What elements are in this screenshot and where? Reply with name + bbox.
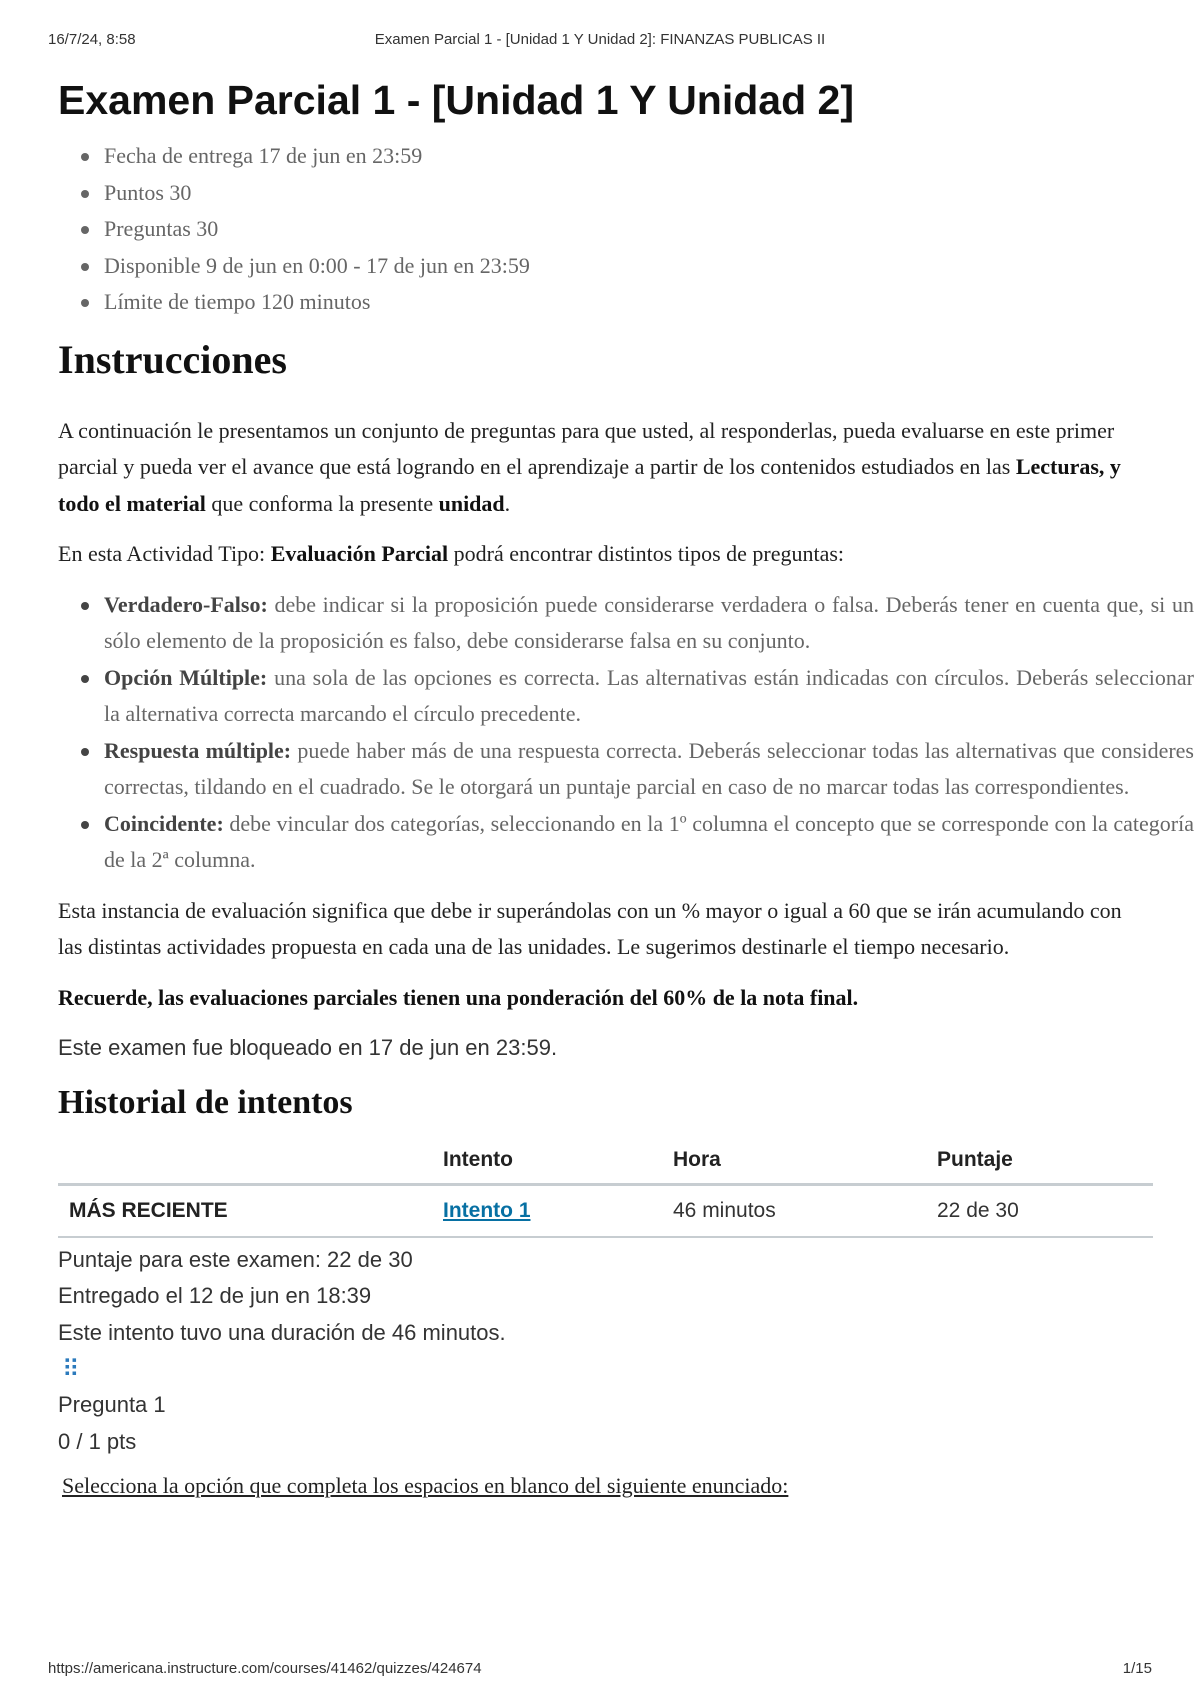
column-header-time: Hora (672, 1137, 936, 1185)
most-recent-label: MÁS RECIENTE (58, 1184, 442, 1237)
column-header-attempt: Intento (442, 1137, 672, 1185)
time-cell: 46 minutos (672, 1184, 936, 1237)
print-url: https://americana.instructure.com/courses/41462/quizzes/424674 (48, 1660, 482, 1677)
attempt-1-link[interactable]: Intento 1 (443, 1198, 531, 1222)
question-title: Pregunta 1 (58, 1392, 166, 1417)
attempt-submitted: Entregado el 12 de jun en 18:39 (58, 1283, 372, 1308)
page-number: 1/15 (1122, 1660, 1152, 1677)
attempt-cell (442, 1184, 672, 1237)
question-types-list (58, 587, 1194, 879)
question-type-item: Respuesta múltiple: puede haber más de una respuesta correcta. Deberás seleccionar todas las alternativas que consideres correctas, tildando en el cuadrado. Se le otorgará un puntaje parcial en caso de no marcar todas las correspondientes. (104, 733, 1194, 806)
attempt-score: Puntaje para este examen: 22 de 30 (58, 1246, 413, 1272)
attempt-duration: Este intento tuvo una duración de 46 minutos. (58, 1319, 506, 1345)
availability: Disponible 9 de jun en 0:00 - 17 de jun en 23:59 (104, 248, 1148, 285)
print-footer (48, 1660, 1152, 1680)
print-date: 16/7/24, 8:58 (48, 31, 136, 48)
attempts-header-row (58, 1137, 1153, 1185)
instructions-heading: Instrucciones (58, 336, 287, 382)
instructions-paragraph-4: Recuerde, las evaluaciones parciales tienen una ponderación del 60% de la nota final. (58, 984, 859, 1010)
points: Puntos 30 (104, 175, 1148, 212)
question-type-item: Opción Múltiple: una sola de las opciones es correcta. Las alternativas están indicadas con círculos. Deberás seleccionar la alternativa correcta marcando el círculo precedente. (104, 660, 1194, 733)
page-title: Examen Parcial 1 - [Unidad 1 Y Unidad 2] (58, 77, 854, 123)
question-type-item: Verdadero-Falso: debe indicar si la proposición puede considerarse verdadera o falsa. Deberás tener en cuenta que, si un sólo elemento de la proposición es falso, debe considerarse falsa en su conjunto. (104, 587, 1194, 660)
table-row (58, 1184, 1153, 1237)
question-count: Preguntas 30 (104, 211, 1148, 248)
print-header (48, 31, 1152, 51)
quiz-details-list (58, 138, 1148, 321)
quiz-content (58, 70, 1194, 1504)
instructions-paragraph-2: En esta Actividad Tipo: Evaluación Parcial podrá encontrar distintos tipos de preguntas: (58, 541, 845, 566)
question-type-item: Coincidente: debe vincular dos categorías, seleccionando en la 1º columna el concepto que se corresponde con la categoría de la 2ª columna. (104, 806, 1194, 879)
print-title: Examen Parcial 1 - [Unidad 1 Y Unidad 2]: FINANZAS PUBLICAS II (374, 31, 826, 48)
due-date: Fecha de entrega 17 de jun en 23:59 (104, 138, 1148, 175)
attempts-table (58, 1137, 1153, 1238)
locked-notice: Este examen fue bloqueado en 17 de jun en 23:59. (58, 1035, 558, 1060)
score-cell: 22 de 30 (936, 1184, 1153, 1237)
instructions-paragraph-1: A continuación le presentamos un conjunto de preguntas para que usted, al responderlas, pueda evaluarse en este primer parcial y pueda ver el avance que está logrando en el aprendizaje a partir de los contenidos estudiados en las Lecturas, y todo el material que conforma la presente unidad. (58, 417, 1121, 516)
column-header-score: Puntaje (936, 1137, 1153, 1185)
question-points: 0 / 1 pts (58, 1428, 137, 1454)
history-heading: Historial de intentos (58, 1083, 353, 1121)
column-header (58, 1137, 442, 1185)
question-prompt: Selecciona la opción que completa los espacios en blanco del siguiente enunciado: (62, 1473, 789, 1498)
time-limit: Límite de tiempo 120 minutos (104, 284, 1148, 321)
drag-handle-icon[interactable]: ⠿ (62, 1355, 80, 1383)
instructions-paragraph-3: Esta instancia de evaluación significa que debe ir superándolas con un % mayor o igual a 60 que se irán acumulando con las distintas actividades propuesta en cada una de las unidades. Le sugerimos destinarle el tiempo necesario. (58, 897, 1122, 959)
